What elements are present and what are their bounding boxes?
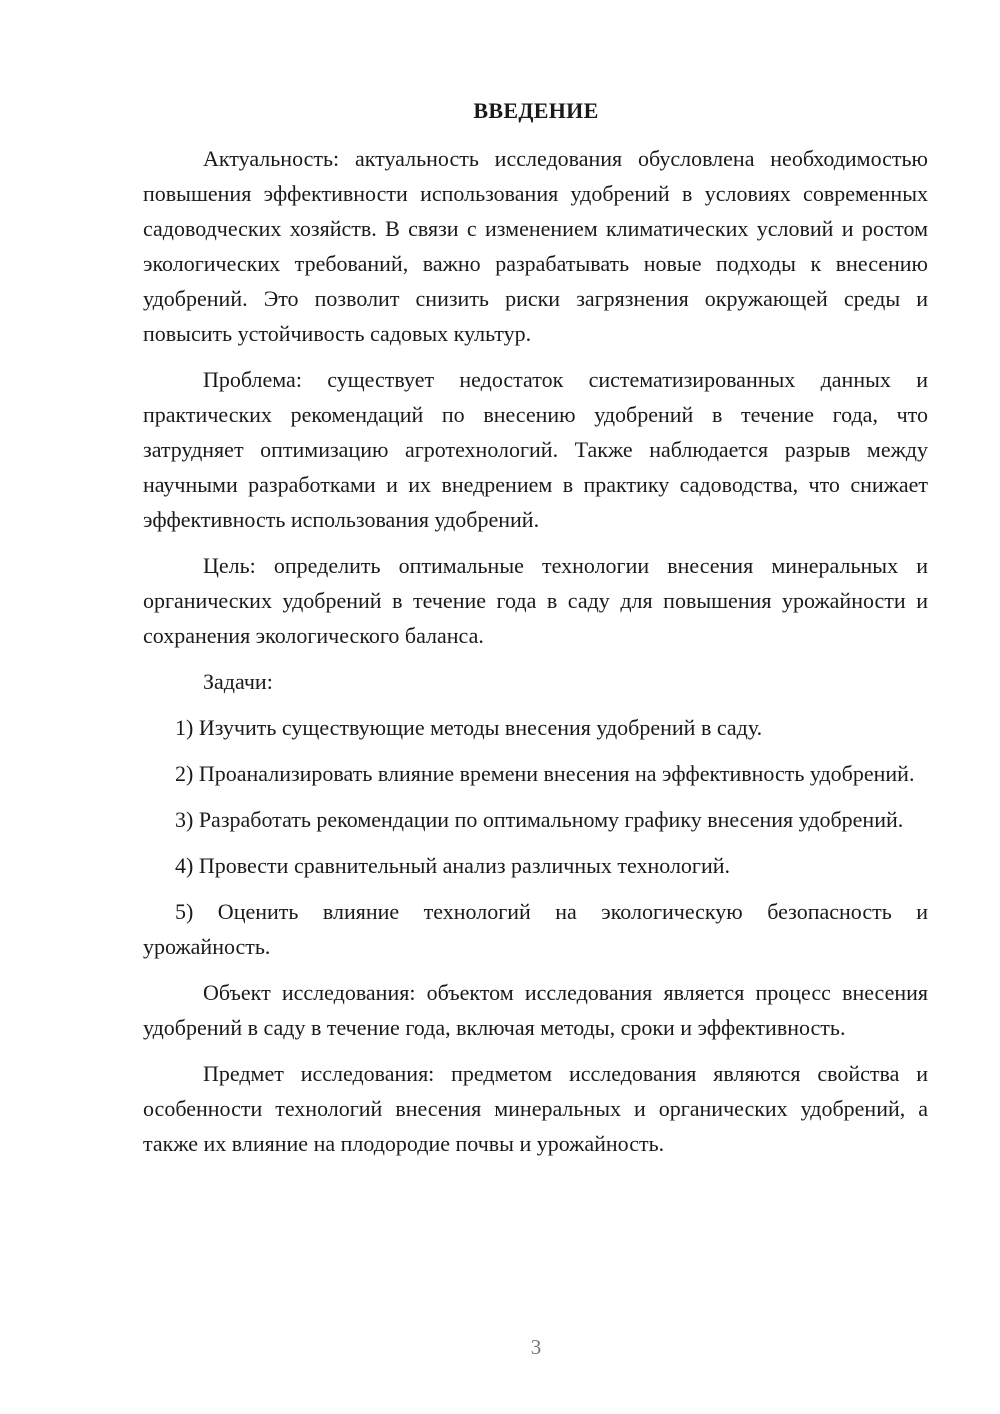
page-title: ВВЕДЕНИЕ [473,98,599,123]
list-item: 3) Разработать рекомендации по оптимальному графику внесения удобрений. [175,807,904,832]
paragraph-subject: Предмет исследования: предметом исследования являются свойства и особенности технологий внесения минеральных и органических удобрений, а также их влияние на плодородие почвы и урожайность. [143,1061,928,1156]
tasks-list [143,710,928,964]
paragraph-problem: Проблема: существует недостаток систематизированных данных и практических рекомендаций по внесению удобрений в течение года, что затрудняет оптимизацию агротехнологий. Также наблюдается разрыв между научными разработками и их внедрением в практику садоводства, что снижает эффективность использования удобрений. [143,367,928,532]
list-item: 5) Оценить влияние технологий на экологическую безопасность и урожайность. [143,899,928,959]
list-item: 1) Изучить существующие методы внесения удобрений в саду. [175,715,763,740]
document-body [143,141,928,1172]
list-item: 4) Провести сравнительный анализ различных технологий. [175,853,731,878]
paragraph-object: Объект исследования: объектом исследования является процесс внесения удобрений в саду в течение года, включая методы, сроки и эффективность. [143,980,928,1040]
paragraph-goal: Цель: определить оптимальные технологии внесения минеральных и органических удобрений в течение года в саду для повышения урожайности и сохранения экологического баланса. [143,553,928,648]
paragraph-relevance: Актуальность: актуальность исследования обусловлена необходимостью повышения эффективности использования удобрений в условиях современных садоводческих хозяйств. В связи с изменением климатических условий и ростом экологических требований, важно разрабатывать новые подходы к внесению удобрений. Это позволит снизить риски загрязнения окружающей среды и повысить устойчивость садовых культур. [143,146,928,346]
list-item: 2) Проанализировать влияние времени внесения на эффективность удобрений. [175,761,915,786]
page-number: 3 [530,1335,542,1359]
tasks-heading: Задачи: [203,669,273,694]
